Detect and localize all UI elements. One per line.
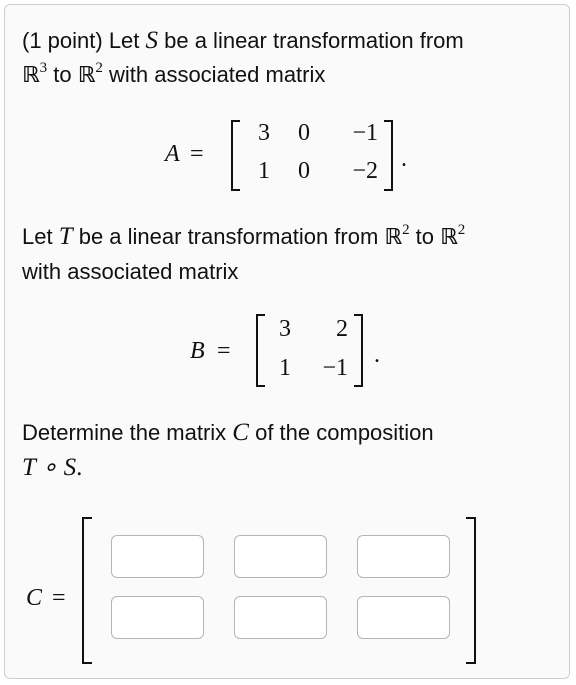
let-text: Let xyxy=(22,224,59,249)
reals-symbol: ℝ xyxy=(22,63,40,88)
var-C: C xyxy=(232,419,249,446)
matrix-C-label: C xyxy=(26,585,43,611)
matrix-B-cell: −1 xyxy=(322,355,348,381)
composition-text: of the composition xyxy=(248,420,434,445)
exponent: 2 xyxy=(402,222,410,238)
equals-sign: = xyxy=(52,585,66,611)
exponent: 2 xyxy=(457,222,466,238)
intro-text: be a linear transformation from xyxy=(158,28,464,53)
equals-sign: = xyxy=(217,338,231,364)
matrix-A-label: A xyxy=(165,141,180,167)
answer-input-r2c1[interactable] xyxy=(111,596,204,639)
var-T: T xyxy=(58,223,73,250)
intro-line-2 xyxy=(22,62,325,88)
matrix-B-cell: 3 xyxy=(279,316,291,342)
composition-expression: T ∘ S xyxy=(22,454,77,481)
period: . xyxy=(76,454,83,481)
matrix-A-cell: 1 xyxy=(258,158,270,184)
reals-symbol: ℝ xyxy=(440,225,458,250)
point-value-text: (1 point) Let xyxy=(22,28,146,53)
matrix-B-cell: 2 xyxy=(336,316,348,342)
matrix-A-cell: −1 xyxy=(352,120,378,146)
to-text: to xyxy=(409,224,441,249)
second-line-1 xyxy=(22,223,465,251)
question-line-2 xyxy=(22,452,82,482)
left-bracket xyxy=(256,314,265,387)
second-line-2 xyxy=(22,259,238,285)
matrix-A-cell: 0 xyxy=(298,158,310,184)
answer-input-r1c3[interactable] xyxy=(357,535,450,578)
right-bracket xyxy=(384,120,393,191)
answer-input-r1c1[interactable] xyxy=(111,535,204,578)
exponent: 3 xyxy=(39,60,48,76)
exponent: 2 xyxy=(95,60,103,76)
to-text: to xyxy=(47,62,78,87)
answer-input-r2c2[interactable] xyxy=(234,596,327,639)
left-bracket xyxy=(231,120,240,191)
period: . xyxy=(374,342,380,368)
reals-symbol: ℝ xyxy=(77,63,96,88)
period: . xyxy=(401,146,407,172)
equals-sign: = xyxy=(190,141,204,167)
matrix-A-cell: 3 xyxy=(258,120,270,146)
var-S: S xyxy=(145,27,159,54)
determine-text: Determine the matrix xyxy=(22,420,233,445)
intro-line-1 xyxy=(22,27,464,55)
matrix-A-cell: −2 xyxy=(352,158,378,184)
matrix-B-cell: 1 xyxy=(279,355,291,381)
answer-input-r1c2[interactable] xyxy=(234,535,327,578)
question-line-1 xyxy=(22,419,434,447)
with-text: with associated matrix xyxy=(102,62,326,87)
left-bracket xyxy=(82,517,92,664)
matrix-B-label: B xyxy=(190,338,205,364)
matrix-A-cell: 0 xyxy=(298,120,310,146)
right-bracket xyxy=(354,314,363,387)
with-text: with associated matrix xyxy=(22,259,239,284)
reals-symbol: ℝ xyxy=(384,225,403,250)
right-bracket xyxy=(466,517,476,664)
second-text: be a linear transformation from xyxy=(72,224,385,249)
answer-input-r2c3[interactable] xyxy=(357,596,450,639)
